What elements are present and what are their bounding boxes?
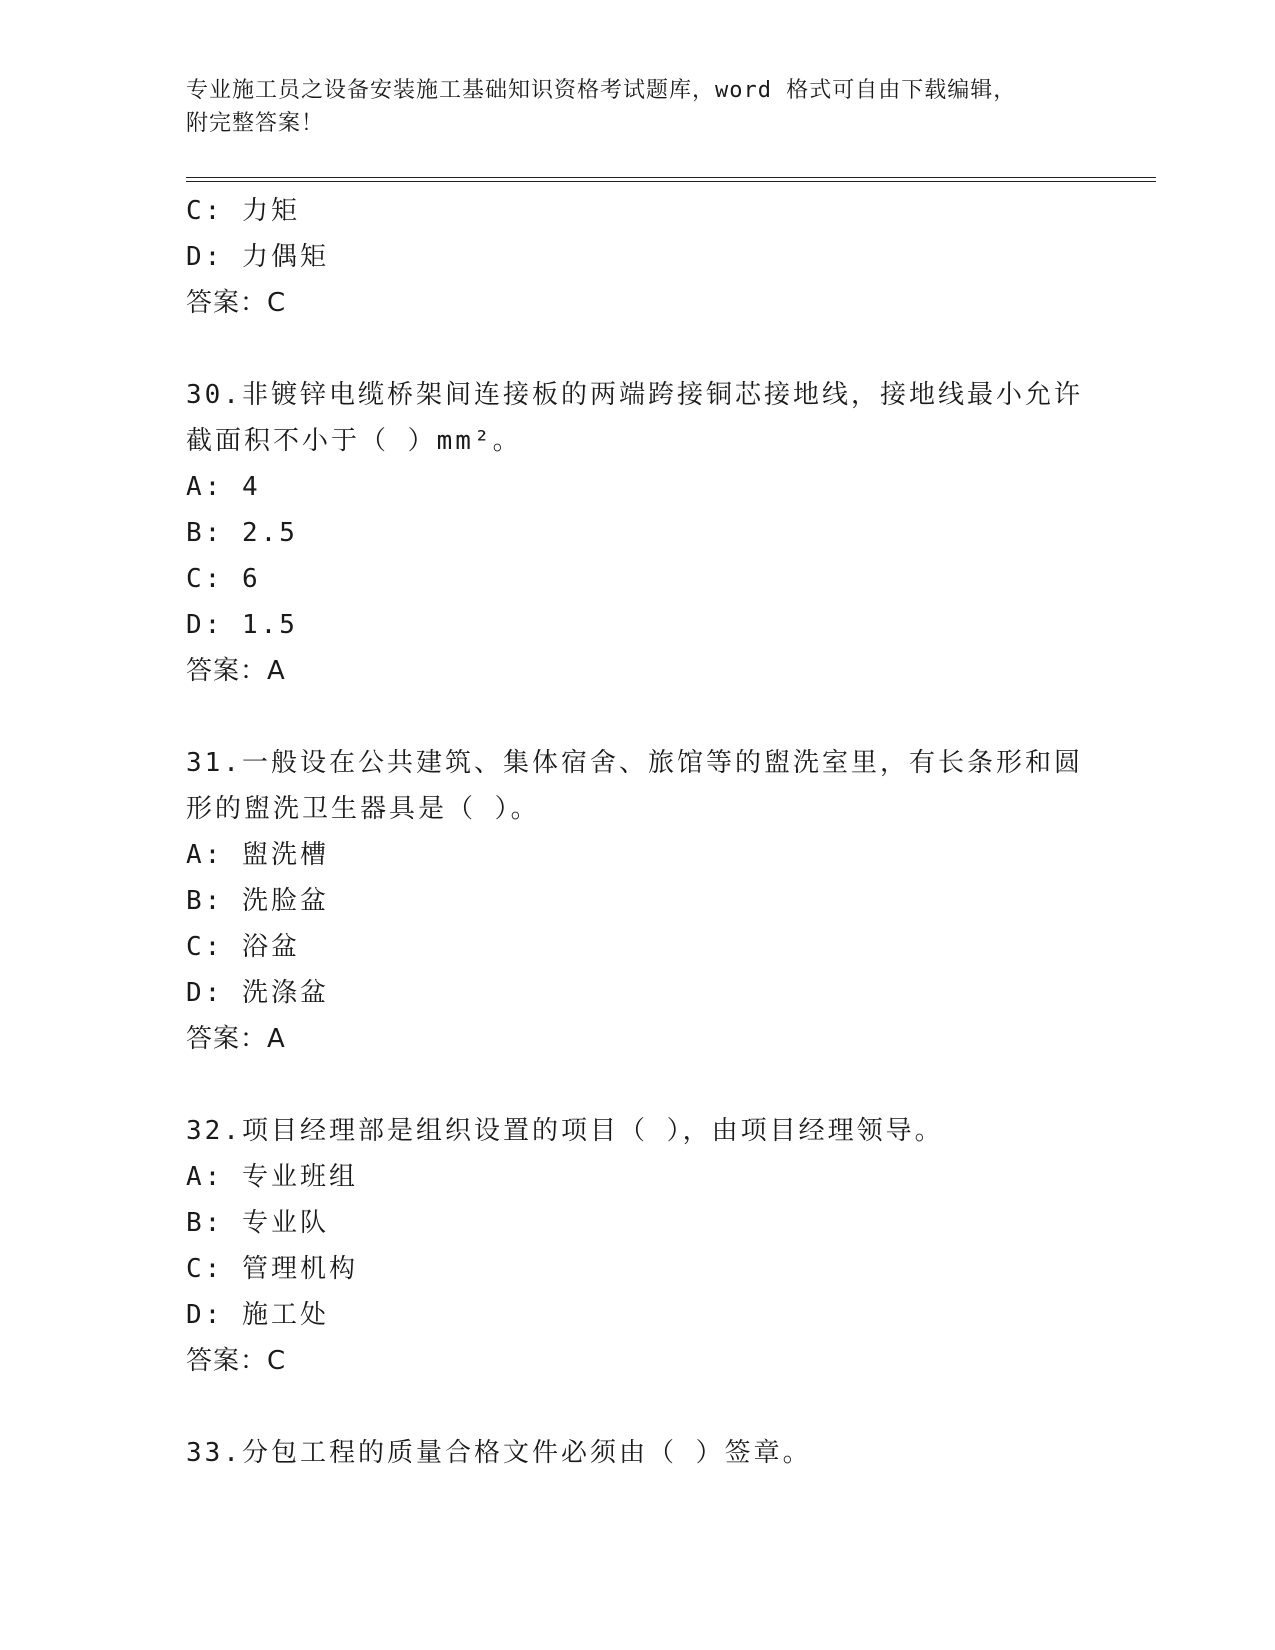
previous-question-tail [186,188,1086,326]
question-list [186,188,1086,1476]
answer: 答案：A [186,656,286,686]
header-line-1: 专业施工员之设备安装施工基础知识资格考试题库，word 格式可自由下载编辑， [186,78,1017,103]
answer: 答案：C [186,1346,287,1376]
question-text-line: 33.分包工程的质量合格文件必须由（ ）签章。 [186,1438,812,1468]
option-d: D: 洗涤盆 [186,978,329,1008]
option-d: D: 施工处 [186,1300,329,1330]
option-b: B: 专业队 [186,1208,329,1238]
option-c: C: 管理机构 [186,1254,358,1284]
option-a: A: 4 [186,472,261,502]
option-c: C: 力矩 [186,196,300,226]
question-31 [186,740,1086,1062]
question-33 [186,1430,1086,1476]
option-b: B: 洗脸盆 [186,886,329,916]
question-text-line: 32.项目经理部是组织设置的项目（ ），由项目经理领导。 [186,1116,944,1146]
header-line-2: 附完整答案！ [186,111,325,136]
option-c: C: 浴盆 [186,932,300,962]
answer: 答案：C [186,288,287,318]
document-header [186,74,1086,140]
answer: 答案：A [186,1024,286,1054]
question-32 [186,1108,1086,1384]
option-c: C: 6 [186,564,261,594]
question-text-line: 截面积不小于（ ）mm²。 [186,426,522,456]
question-30 [186,372,1086,694]
option-a: A: 盥洗槽 [186,840,329,870]
header-divider [186,177,1156,183]
question-text-line: 31.一般设在公共建筑、集体宿舍、旅馆等的盥洗室里，有长条形和圆 [186,748,1083,778]
question-text-line: 形的盥洗卫生器具是（ ）。 [186,794,540,824]
question-text-line: 30.非镀锌电缆桥架间连接板的两端跨接铜芯接地线，接地线最小允许 [186,380,1083,410]
option-a: A: 专业班组 [186,1162,358,1192]
option-d: D: 力偶矩 [186,242,329,272]
option-d: D: 1.5 [186,610,298,640]
option-b: B: 2.5 [186,518,298,548]
